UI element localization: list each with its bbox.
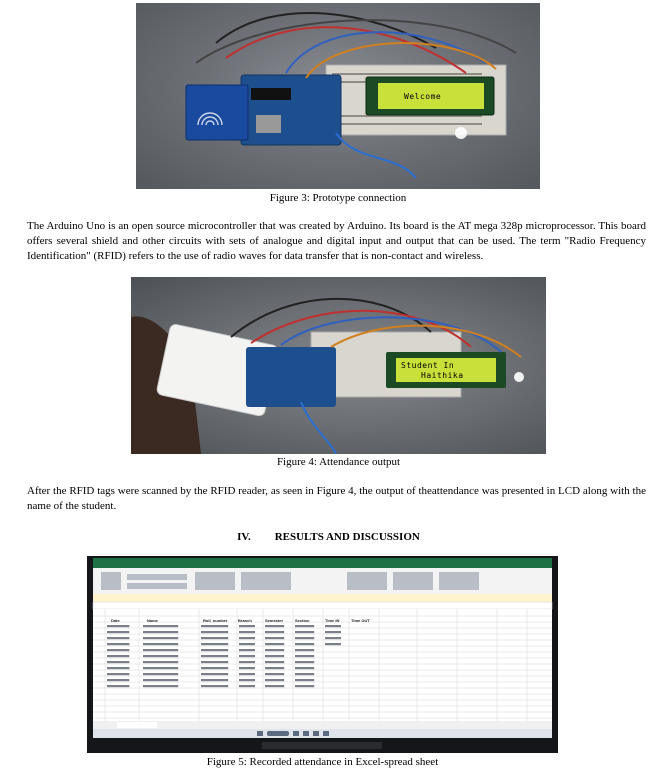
figure-5-caption: Figure 5: Recorded attendance in Excel-spread sheet (206, 756, 439, 768)
sheet-tabs (93, 721, 552, 729)
excel-column-header: Time IN (325, 618, 340, 623)
excel-cell (239, 667, 255, 669)
excel-column-header: Section (295, 618, 310, 623)
excel-cell (201, 637, 228, 639)
excel-cell (295, 685, 314, 687)
excel-cell (107, 667, 129, 669)
section-title: RESULTS AND DISCUSSION (274, 531, 420, 543)
figure-4-photo (131, 277, 546, 454)
excel-cell (107, 631, 129, 633)
excel-cell (265, 655, 284, 657)
excel-title-bar (93, 558, 552, 568)
excel-cell (265, 685, 284, 687)
excel-cell (295, 649, 314, 651)
excel-cell (325, 631, 341, 633)
excel-cell (143, 655, 178, 657)
excel-cell (265, 679, 284, 681)
excel-cell (239, 625, 255, 627)
excel-cell (143, 673, 178, 675)
excel-cell (265, 637, 284, 639)
excel-cell (143, 661, 178, 663)
excel-cell (201, 643, 228, 645)
excel-cell (239, 685, 255, 687)
excel-cell (201, 667, 228, 669)
excel-cell (239, 679, 255, 681)
excel-cell (143, 643, 178, 645)
excel-cell (143, 679, 178, 681)
lcd-line-2: Haithika (421, 371, 464, 380)
excel-cell (239, 655, 255, 657)
excel-cell (239, 649, 255, 651)
excel-cell (295, 673, 314, 675)
excel-cell (107, 661, 129, 663)
excel-column-header: Branch (238, 618, 252, 623)
excel-ribbon (93, 568, 552, 594)
excel-cell (239, 637, 255, 639)
excel-cell (239, 631, 255, 633)
excel-cell (201, 685, 228, 687)
excel-cell (201, 673, 228, 675)
excel-cell (295, 679, 314, 681)
excel-cell (325, 643, 341, 645)
excel-cell (143, 685, 178, 687)
figure-3-caption: Figure 3: Prototype connection (269, 192, 407, 204)
excel-cell (325, 625, 341, 627)
paragraph-arduino: The Arduino Uno is an open source microcontroller that was created by Arduino. Its board is the AT mega 328p microprocessor. This board offers several shield and other circuits with sets of analogue and digital input and output that can be used. The term "Radio Frequency Identification" (RFID) refers to the use of radio waves for data transfer that is non-contact and wireless. (27, 220, 646, 262)
excel-column-header: Time OUT (351, 618, 370, 623)
excel-cell (265, 667, 284, 669)
excel-cell (201, 679, 228, 681)
excel-column-header: Name (147, 618, 158, 623)
excel-column-header: Date (111, 618, 120, 623)
paragraph-rfid-output: After the RFID tags were scanned by the RFID reader, as seen in Figure 4, the output of theattendance was presented in LCD along with the name of the student. (27, 485, 646, 512)
excel-column-header: Semester (265, 618, 284, 623)
excel-cell (107, 673, 129, 675)
excel-screen-photo (87, 556, 558, 753)
prototype-photo-illustration (136, 3, 540, 189)
excel-cell (201, 631, 228, 633)
rfid-reader (186, 85, 248, 140)
excel-cell (295, 661, 314, 663)
excel-cell (143, 625, 178, 627)
excel-cell (265, 649, 284, 651)
figure-4-caption: Figure 4: Attendance output (276, 456, 401, 468)
lcd-text: Welcome (404, 92, 442, 101)
excel-cell (295, 631, 314, 633)
excel-cell (201, 625, 228, 627)
excel-cell (295, 625, 314, 627)
lcd-line-1: Student In (401, 361, 455, 370)
excel-cell (239, 643, 255, 645)
excel-cell (265, 673, 284, 675)
excel-cell (265, 643, 284, 645)
excel-column-header: Roll_number (203, 618, 228, 623)
excel-cell (201, 661, 228, 663)
attendance-photo-illustration (131, 277, 546, 454)
excel-cell (295, 637, 314, 639)
excel-cell (107, 679, 129, 681)
excel-cell (265, 661, 284, 663)
excel-cell (265, 631, 284, 633)
excel-cell (295, 643, 314, 645)
excel-cell (107, 685, 129, 687)
excel-cell (143, 649, 178, 651)
figure-3-photo (136, 3, 540, 189)
section-heading (0, 531, 657, 543)
excel-cell (107, 649, 129, 651)
excel-cell (107, 655, 129, 657)
arduino-board (246, 347, 336, 407)
excel-cell (265, 625, 284, 627)
excel-cell (325, 637, 341, 639)
excel-cell (295, 655, 314, 657)
excel-cell (201, 649, 228, 651)
excel-cell (239, 661, 255, 663)
arduino-board (241, 75, 341, 145)
section-number: IV. (237, 531, 251, 543)
excel-cell (295, 667, 314, 669)
security-warning-bar (93, 594, 552, 602)
excel-cell (107, 625, 129, 627)
excel-cell (107, 643, 129, 645)
excel-cell (107, 637, 129, 639)
windows-taskbar (93, 729, 552, 738)
excel-cell (143, 637, 178, 639)
figure-5-photo (87, 556, 558, 753)
excel-cell (143, 667, 178, 669)
excel-cell (239, 673, 255, 675)
excel-cell (143, 631, 178, 633)
excel-cell (201, 655, 228, 657)
